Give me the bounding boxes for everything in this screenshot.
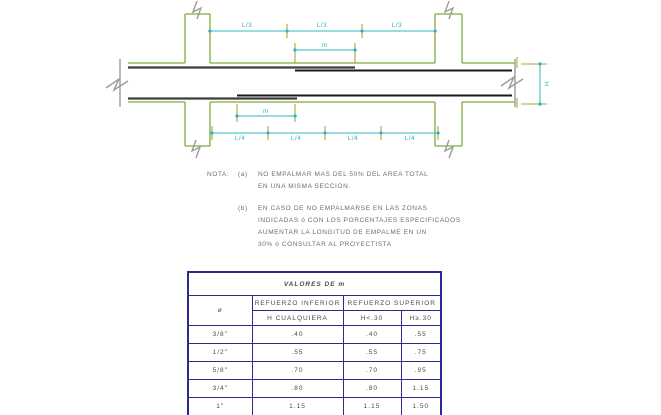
cell-superior-ge: .75 — [401, 344, 441, 362]
cell-phi: 3/8" — [188, 326, 252, 344]
cell-superior-lt: .70 — [343, 362, 401, 380]
dimension-diamonds — [208, 29, 542, 135]
header-phi: ø — [188, 296, 252, 326]
header-h-lt-30: H<.30 — [343, 311, 401, 326]
note-b-line-2: INDICADAS ó CON LOS PORCENTAJES ESPECIFICADOS — [258, 217, 461, 224]
cell-inferior: .40 — [252, 326, 343, 344]
table-title: VALORES DE m — [188, 272, 441, 296]
cell-inferior: .55 — [252, 344, 343, 362]
cell-superior-lt: .40 — [343, 326, 401, 344]
note-b-line-4: 30% ó CONSULTAR AL PROYECTISTA — [258, 241, 392, 248]
dim-label-m-top: m — [322, 42, 328, 49]
table-row — [188, 380, 441, 398]
note-b-marker: (b) — [238, 205, 248, 212]
table-header-row-1 — [188, 296, 441, 311]
note-a-marker: (a) — [238, 171, 248, 178]
break-symbols — [106, 1, 523, 158]
cell-superior-lt: .55 — [343, 344, 401, 362]
dim-label-l4-3: L/4 — [347, 134, 359, 142]
values-table — [187, 271, 442, 415]
table-title-row — [188, 272, 441, 296]
cell-inferior: .80 — [252, 380, 343, 398]
rebar-lines — [128, 68, 512, 99]
cell-phi: 5/8" — [188, 362, 252, 380]
table-row — [188, 326, 441, 344]
table-row — [188, 344, 441, 362]
dimension-lines — [210, 31, 540, 133]
header-refuerzo-inferior: REFUERZO INFERIOR — [252, 296, 343, 311]
cell-superior-ge: 1.15 — [401, 380, 441, 398]
dim-label-l4-1: L/4 — [234, 134, 246, 142]
dim-label-l4-4: L/4 — [404, 134, 416, 142]
cell-phi: 3/4" — [188, 380, 252, 398]
table-row — [188, 362, 441, 380]
cell-superior-lt: 1.15 — [343, 398, 401, 415]
dim-label-m-bottom: m — [263, 108, 269, 115]
cell-inferior: .70 — [252, 362, 343, 380]
table-row — [188, 398, 441, 415]
note-b-line-1: EN CASO DE NO EMPALMARSE EN LAS ZONAS — [258, 205, 428, 212]
header-refuerzo-superior: REFUERZO SUPERIOR — [343, 296, 441, 311]
cell-superior-ge: .95 — [401, 362, 441, 380]
dim-label-l3-3: L/3 — [391, 22, 403, 29]
beam-column-outline — [128, 14, 515, 146]
header-h-cualquiera: H CUALQUIERA — [252, 311, 343, 326]
header-h-ge-30: H≥.30 — [401, 311, 441, 326]
cell-inferior: 1.15 — [252, 398, 343, 415]
note-b-line-3: AUMENTAR LA LONGITUD DE EMPALME EN UN — [258, 229, 427, 236]
dim-label-l4-2: L/4 — [290, 134, 302, 142]
dim-label-l3-1: L/3 — [241, 22, 253, 29]
cell-phi: 1/2" — [188, 344, 252, 362]
dimension-ticks — [210, 24, 547, 140]
cell-superior-lt: .80 — [343, 380, 401, 398]
cell-phi: 1" — [188, 398, 252, 415]
dim-label-l3-2: L/3 — [316, 22, 328, 29]
notes-heading: NOTA: — [207, 171, 230, 178]
cell-superior-ge: .55 — [401, 326, 441, 344]
cell-superior-ge: 1.50 — [401, 398, 441, 415]
note-a-line-2: EN UNA MISMA SECCION. — [258, 183, 351, 190]
dim-label-height: H — [542, 81, 550, 87]
note-a-line-1: NO EMPALMAR MAS DEL 50% DEL AREA TOTAL — [258, 171, 429, 178]
